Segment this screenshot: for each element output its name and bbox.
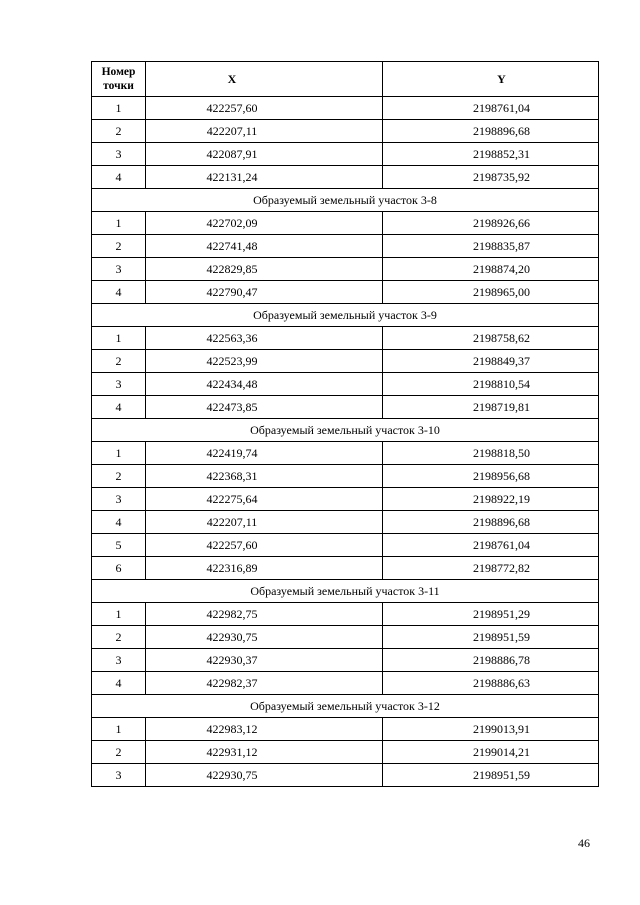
- table-row: [92, 649, 599, 672]
- section-title-row: [92, 580, 599, 603]
- coordinates-table: [91, 61, 599, 787]
- table-row: [92, 212, 599, 235]
- header-point-number-line1: Номер: [101, 66, 136, 78]
- x-coordinate-value: 422702,09: [206, 216, 258, 230]
- point-number-cell: 4: [92, 511, 146, 534]
- section-title-row: [92, 304, 599, 327]
- point-number-cell: 6: [92, 557, 146, 580]
- y-coordinate-cell: [383, 741, 599, 764]
- y-coordinate-cell: [383, 511, 599, 534]
- table-row: [92, 166, 599, 189]
- x-coordinate-cell: [146, 120, 383, 143]
- x-coordinate-value: 422982,37: [206, 676, 258, 690]
- y-coordinate-value: 2198922,19: [473, 492, 530, 506]
- y-coordinate-value: 2198719,81: [473, 400, 530, 414]
- x-coordinate-cell: [146, 649, 383, 672]
- header-row: [92, 62, 599, 97]
- y-coordinate-cell: [383, 235, 599, 258]
- table-row: [92, 557, 599, 580]
- point-number-cell: 1: [92, 603, 146, 626]
- header-y: [383, 62, 599, 97]
- section-title-row: [92, 695, 599, 718]
- y-coordinate-cell: [383, 672, 599, 695]
- y-coordinate-value: 2198761,04: [473, 538, 530, 552]
- y-coordinate-cell: [383, 626, 599, 649]
- y-coordinate-cell: [383, 603, 599, 626]
- x-coordinate-value: 422563,36: [206, 331, 258, 345]
- y-coordinate-cell: [383, 649, 599, 672]
- y-coordinate-value: 2198835,87: [473, 239, 530, 253]
- table-row: [92, 327, 599, 350]
- table-row: [92, 97, 599, 120]
- y-coordinate-value: 2198852,31: [473, 147, 530, 161]
- y-coordinate-cell: [383, 557, 599, 580]
- point-number-cell: 3: [92, 258, 146, 281]
- page-number: 46: [578, 836, 590, 850]
- x-coordinate-value: 422434,48: [206, 377, 258, 391]
- y-coordinate-value: 2198874,20: [473, 262, 530, 276]
- table-row: [92, 281, 599, 304]
- point-number-cell: 2: [92, 350, 146, 373]
- y-coordinate-cell: [383, 534, 599, 557]
- table-row: [92, 373, 599, 396]
- y-coordinate-value: 2198951,59: [473, 630, 530, 644]
- x-coordinate-value: 422257,60: [206, 538, 258, 552]
- x-coordinate-value: 422983,12: [206, 722, 258, 736]
- table-row: [92, 120, 599, 143]
- point-number-cell: 1: [92, 718, 146, 741]
- x-coordinate-value: 422829,85: [206, 262, 258, 276]
- x-coordinate-value: 422419,74: [206, 446, 258, 460]
- x-coordinate-cell: [146, 718, 383, 741]
- header-point-number-line2: точки: [103, 80, 134, 92]
- y-coordinate-value: 2198965,00: [473, 285, 530, 299]
- x-coordinate-value: 422741,48: [206, 239, 258, 253]
- y-coordinate-value: 2198818,50: [473, 446, 530, 460]
- table-row: [92, 626, 599, 649]
- x-coordinate-value: 422257,60: [206, 101, 258, 115]
- section-title-row: [92, 189, 599, 212]
- point-number-cell: 4: [92, 672, 146, 695]
- y-coordinate-cell: [383, 764, 599, 787]
- x-coordinate-cell: [146, 281, 383, 304]
- table-row: [92, 718, 599, 741]
- point-number-cell: 4: [92, 396, 146, 419]
- y-coordinate-cell: [383, 350, 599, 373]
- y-coordinate-cell: [383, 488, 599, 511]
- y-coordinate-value: 2198735,92: [473, 170, 530, 184]
- point-number-cell: 3: [92, 649, 146, 672]
- x-coordinate-cell: [146, 488, 383, 511]
- y-coordinate-value: 2198761,04: [473, 101, 530, 115]
- table-row: [92, 603, 599, 626]
- x-coordinate-cell: [146, 97, 383, 120]
- y-coordinate-cell: [383, 718, 599, 741]
- y-coordinate-cell: [383, 281, 599, 304]
- section-title: Образуемый земельный участок 3-11: [92, 580, 599, 603]
- point-number-cell: 1: [92, 327, 146, 350]
- x-coordinate-value: 422087,91: [206, 147, 258, 161]
- x-coordinate-value: 422207,11: [206, 124, 258, 138]
- y-coordinate-cell: [383, 212, 599, 235]
- x-coordinate-value: 422275,64: [206, 492, 258, 506]
- x-coordinate-cell: [146, 212, 383, 235]
- point-number-cell: 1: [92, 442, 146, 465]
- table-row: [92, 764, 599, 787]
- table-row: [92, 465, 599, 488]
- y-coordinate-value: 2198886,78: [473, 653, 530, 667]
- x-coordinate-cell: [146, 557, 383, 580]
- x-coordinate-value: 422131,24: [206, 170, 258, 184]
- x-coordinate-cell: [146, 764, 383, 787]
- y-coordinate-value: 2198956,68: [473, 469, 530, 483]
- point-number-cell: 1: [92, 212, 146, 235]
- x-coordinate-value: 422982,75: [206, 607, 258, 621]
- y-coordinate-value: 2198772,82: [473, 561, 530, 575]
- point-number-cell: 3: [92, 488, 146, 511]
- y-coordinate-cell: [383, 373, 599, 396]
- y-coordinate-cell: [383, 327, 599, 350]
- y-coordinate-cell: [383, 396, 599, 419]
- y-coordinate-cell: [383, 120, 599, 143]
- y-coordinate-cell: [383, 97, 599, 120]
- table-row: [92, 511, 599, 534]
- x-coordinate-cell: [146, 258, 383, 281]
- point-number-cell: 2: [92, 465, 146, 488]
- header-y-label: Y: [497, 72, 506, 86]
- point-number-cell: 1: [92, 97, 146, 120]
- point-number-cell: 3: [92, 373, 146, 396]
- y-coordinate-value: 2198926,66: [473, 216, 530, 230]
- point-number-cell: 4: [92, 166, 146, 189]
- x-coordinate-value: 422368,31: [206, 469, 258, 483]
- y-coordinate-value: 2199014,21: [473, 745, 530, 759]
- table-row: [92, 442, 599, 465]
- x-coordinate-cell: [146, 603, 383, 626]
- y-coordinate-value: 2198849,37: [473, 354, 530, 368]
- x-coordinate-cell: [146, 626, 383, 649]
- section-title-row: [92, 419, 599, 442]
- x-coordinate-value: 422207,11: [206, 515, 258, 529]
- table-row: [92, 741, 599, 764]
- point-number-cell: 5: [92, 534, 146, 557]
- table-row: [92, 672, 599, 695]
- x-coordinate-value: 422930,37: [206, 653, 258, 667]
- y-coordinate-value: 2198896,68: [473, 515, 530, 529]
- y-coordinate-value: 2198896,68: [473, 124, 530, 138]
- point-number-cell: 3: [92, 764, 146, 787]
- x-coordinate-cell: [146, 373, 383, 396]
- table-row: [92, 350, 599, 373]
- x-coordinate-value: 422930,75: [206, 768, 258, 782]
- y-coordinate-cell: [383, 442, 599, 465]
- point-number-cell: 3: [92, 143, 146, 166]
- table-row: [92, 488, 599, 511]
- x-coordinate-cell: [146, 672, 383, 695]
- y-coordinate-value: 2198758,62: [473, 331, 530, 345]
- point-number-cell: 2: [92, 741, 146, 764]
- section-title: Образуемый земельный участок 3-9: [92, 304, 599, 327]
- x-coordinate-cell: [146, 534, 383, 557]
- x-coordinate-cell: [146, 511, 383, 534]
- x-coordinate-cell: [146, 741, 383, 764]
- x-coordinate-value: 422473,85: [206, 400, 258, 414]
- y-coordinate-value: 2198951,29: [473, 607, 530, 621]
- point-number-cell: 2: [92, 235, 146, 258]
- x-coordinate-value: 422523,99: [206, 354, 258, 368]
- y-coordinate-cell: [383, 465, 599, 488]
- y-coordinate-cell: [383, 166, 599, 189]
- y-coordinate-value: 2199013,91: [473, 722, 530, 736]
- y-coordinate-cell: [383, 258, 599, 281]
- point-number-cell: 2: [92, 120, 146, 143]
- x-coordinate-cell: [146, 166, 383, 189]
- x-coordinate-value: 422316,89: [206, 561, 258, 575]
- table-body: [92, 97, 599, 787]
- y-coordinate-cell: [383, 143, 599, 166]
- header-x-label: X: [227, 72, 237, 86]
- y-coordinate-value: 2198951,59: [473, 768, 530, 782]
- x-coordinate-cell: [146, 327, 383, 350]
- table-row: [92, 235, 599, 258]
- x-coordinate-cell: [146, 396, 383, 419]
- table-row: [92, 143, 599, 166]
- x-coordinate-value: 422930,75: [206, 630, 258, 644]
- x-coordinate-cell: [146, 350, 383, 373]
- point-number-cell: 4: [92, 281, 146, 304]
- x-coordinate-value: 422931,12: [206, 745, 258, 759]
- table-row: [92, 396, 599, 419]
- table-row: [92, 258, 599, 281]
- x-coordinate-cell: [146, 143, 383, 166]
- point-number-cell: 2: [92, 626, 146, 649]
- x-coordinate-cell: [146, 235, 383, 258]
- table-row: [92, 534, 599, 557]
- section-title: Образуемый земельный участок 3-10: [92, 419, 599, 442]
- x-coordinate-cell: [146, 442, 383, 465]
- section-title: Образуемый земельный участок 3-12: [92, 695, 599, 718]
- x-coordinate-value: 422790,47: [206, 285, 258, 299]
- section-title: Образуемый земельный участок 3-8: [92, 189, 599, 212]
- x-coordinate-cell: [146, 465, 383, 488]
- y-coordinate-value: 2198810,54: [473, 377, 530, 391]
- header-x: [146, 62, 383, 97]
- y-coordinate-value: 2198886,63: [473, 676, 530, 690]
- header-point-number: [92, 62, 146, 97]
